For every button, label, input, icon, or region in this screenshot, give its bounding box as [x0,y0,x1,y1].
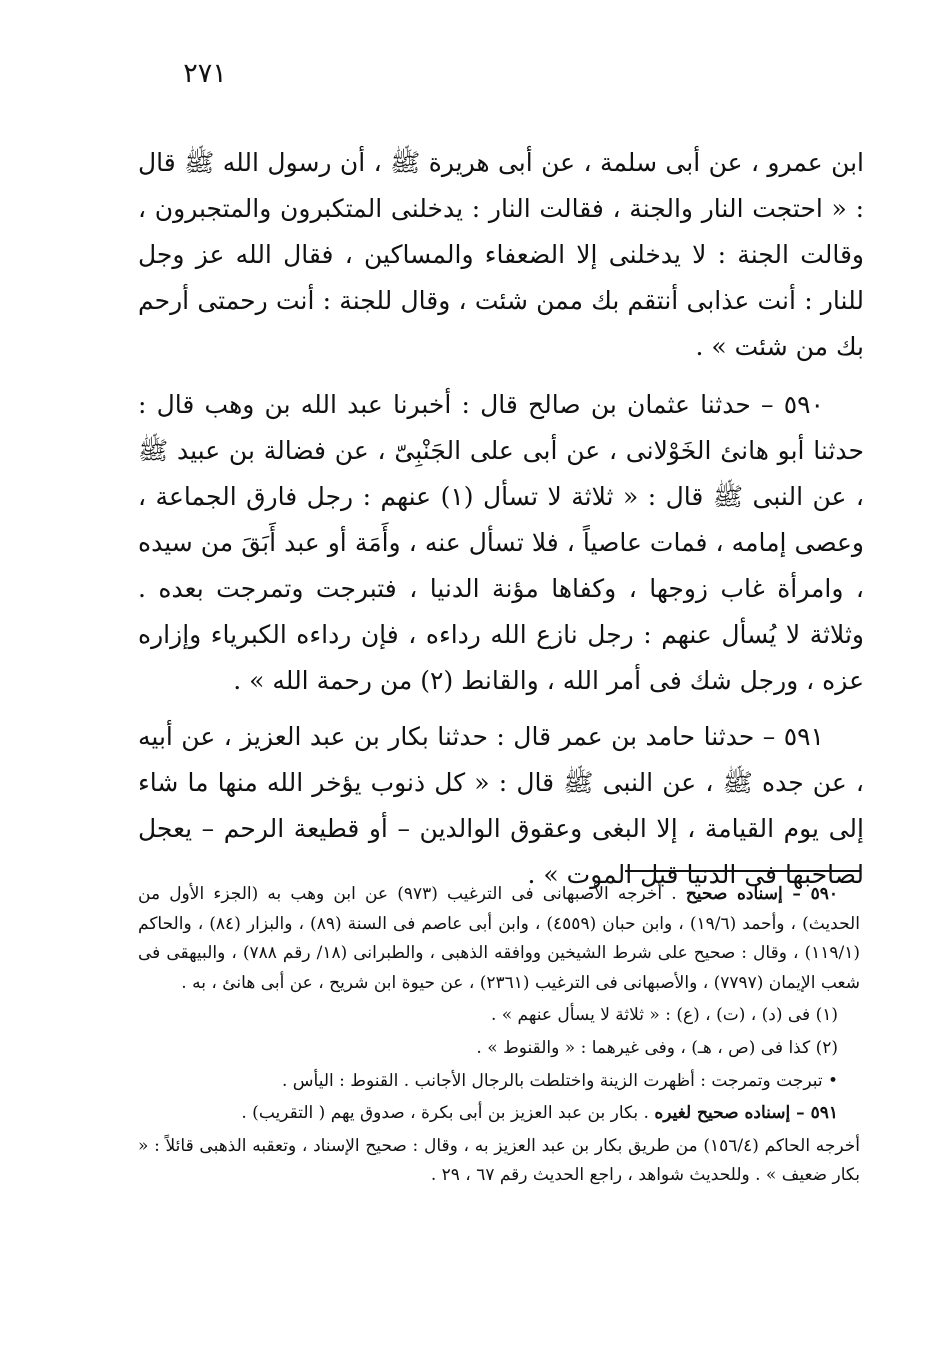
hadith-continuation-paragraph: ابن عمرو ، عن أبى سلمة ، عن أبى هريرة ﷺ ، أن رسول الله ﷺ قال : « احتجت النار والجنة ، فقالت النار : يدخلنى المتكبرون والمتجبرون ، وقالت الجنة : لا يدخلنى إلا الضعفاء والمساكين ، فقال الله عز وجل للنار : أنت عذابى أنتقم بك ممن شئت ، وقال للجنة : أنت رحمتى أرحم بك من شئت » . [138,148,864,361]
footnote-2: (٢) كذا فى (ص ، هـ) ، وفى غيرهما : « والقنوط » . [476,1037,838,1058]
main-text [138,140,864,908]
footnote-1: (١) فى (د) ، (ت) ، (ع) : « ثلاثة لا يسأل عنهم » . [490,1005,838,1026]
footnote-590-heading: ٥٩٠ – إسناده صحيح [685,884,839,904]
hadith-591-paragraph: ٥٩١ – حدثنا حامد بن عمر قال : حدثنا بكار بن عبد العزيز ، عن أبيه ، عن جده ﷺ ، عن النبى ﷺ قال : « كل ذنوب يؤخر الله منها ما شاء إلى يوم القيامة ، إلا البغى وعقوق الوالدين – أو قطيعة الرحم – يعجل لصاحبها فى الدنيا قبل الموت » . [138,722,864,889]
footnote-591-body: . بكار بن عبد العزيز بن أبى بكرة ، صدوق يهم ( التقريب) . [241,1103,655,1124]
hadith-590-paragraph: ٥٩٠ – حدثنا عثمان بن صالح قال : أخبرنا عبد الله بن وهب قال : حدثنا أبو هانئ الخَوْلانى ، عن أبى على الجَنْبِىّ ، عن فضالة بن عبيد ﷺ ، عن النبى ﷺ قال : « ثلاثة لا تسأل (١) عنهم : رجل فارق الجماعة ، وعصى إمامه ، فمات عاصياً ، فلا تسأل عنه ، وأَمَة أو عبد أَبَقَ من سيده ، وامرأة غاب زوجها ، وكفاها مؤنة الدنيا ، فتبرجت وتمرجت بعده . وثلاثة لا يُسأل عنهم : رجل نازع الله رداءه ، فإن رداءه الكبرياء وإزاره عزه ، ورجل شك فى أمر الله ، والقانط (٢) من رحمة الله » . [138,390,865,695]
page-number: ٢٧١ [183,58,227,89]
footnote-590 [138,880,860,998]
footnote-gloss: • تبرجت وتمرجت : أظهرت الزينة واختلطت بالرجال الأجانب . القنوط : اليأس . [281,1070,838,1091]
footnote-divider [625,870,860,872]
footnotes [138,880,860,1194]
footnote-591 [138,1099,860,1129]
footnote-591-heading: ٥٩١ – إسناده صحيح لغيره [654,1103,838,1124]
footnote-591-continuation: أخرجه الحاكم (١٥٦/٤) من طريق بكار بن عبد العزيز به ، وقال : صحيح الإسناد ، وتعقبه الذهبى قائلاً : « بكار ضعيف » . وللحديث شواهد ، راجع الحديث رقم ٦٧ ، ٢٩ . [138,1135,860,1186]
footnote-590-body: . أخرجه الأصبهانى فى الترغيب (٩٧٣) عن ابن وهب به (الجزء الأول من الحديث) ، وأحمد (١٩/٦) ، وابن حبان (٤٥٥٩) ، وابن أبى عاصم فى السنة (٨٩) ، والبزار (٨٤) ، والحاكم (١١٩/١) ، وقال : صحيح على شرط الشيخين ووافقه الذهبى ، والطبرانى (١٨/ رقم ٧٨٨) ، والبيهقى فى شعب الإيمان (٧٧٩٧) ، والأصبهانى فى الترغيب (٢٣٦١) ، عن حيوة ابن شريح ، عن أبى هانئ ، به . [138,884,860,993]
